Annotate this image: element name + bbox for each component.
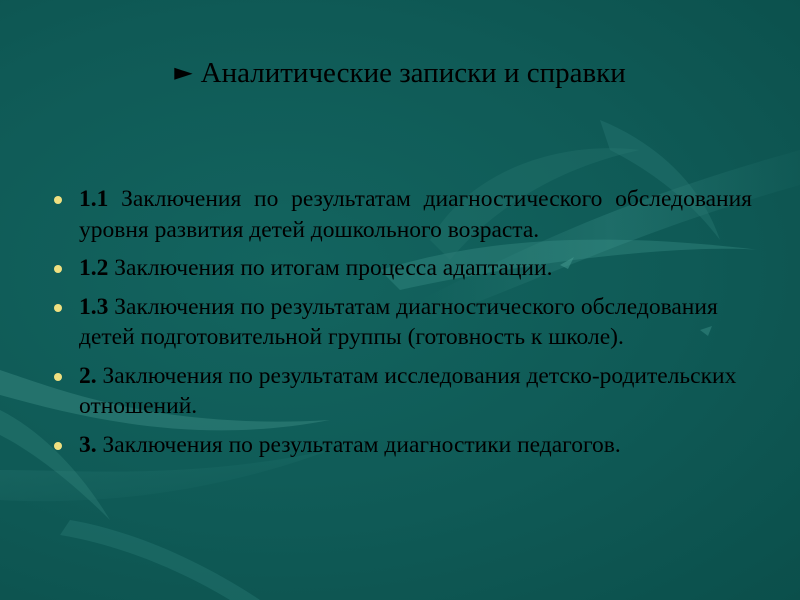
bullet-icon (54, 196, 62, 204)
bullet-list (52, 184, 752, 468)
bullet-icon (54, 265, 62, 273)
item-number: 1.2 (79, 255, 109, 281)
list-item (52, 430, 752, 461)
item-text: Заключения по итогам процесса адаптации. (108, 255, 553, 281)
list-item (52, 253, 752, 284)
item-text: Заключения по результатам диагностики педагогов. (96, 431, 621, 458)
bullet-icon (54, 304, 62, 312)
bullet-icon (54, 373, 62, 381)
right-pointer-icon: ► (174, 58, 193, 86)
bullet-icon (54, 442, 62, 450)
item-number: 1.3 (79, 293, 109, 320)
slide-title (0, 57, 800, 90)
list-item (52, 361, 752, 422)
item-number: 1.1 (79, 186, 109, 212)
item-number: 3. (79, 431, 97, 458)
list-item (52, 184, 752, 245)
item-number: 2. (79, 362, 97, 389)
slide-title-text: Аналитические записки и справки (200, 57, 626, 89)
item-text: Заключения по результатам исследования детско-родительских отношений. (79, 362, 737, 419)
item-text: Заключения по результатам диагностического обследования детей подготовительной группы (готовность к школе). (79, 293, 718, 350)
list-item (52, 292, 752, 353)
item-text: Заключения по результатам диагностического обследования уровня развития детей дошкольного возраста. (79, 186, 752, 243)
